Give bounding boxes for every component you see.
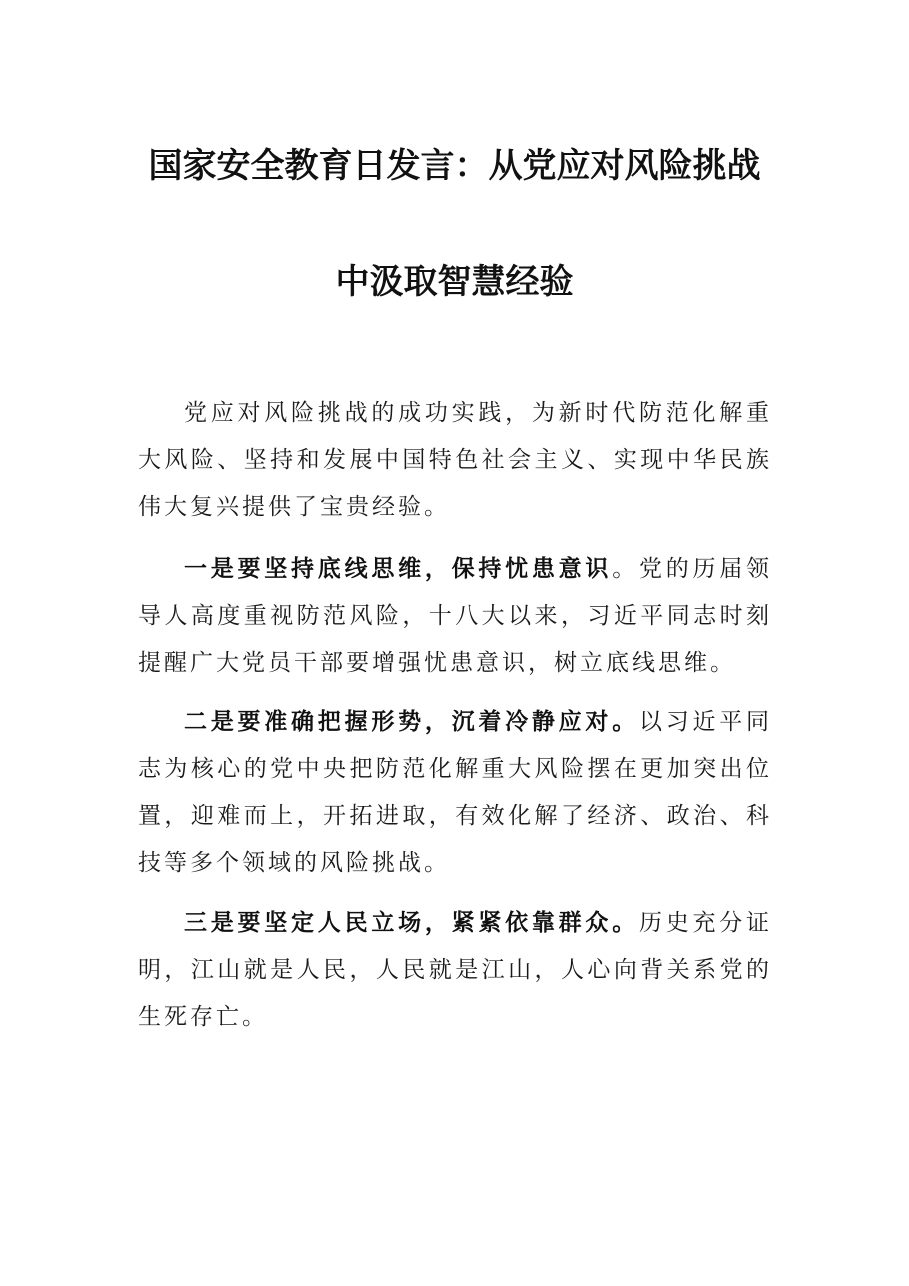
paragraph-point-2 [138, 698, 772, 887]
paragraph-intro [138, 390, 772, 531]
document-title-line-2: 中汲取智慧经验 [335, 262, 574, 302]
paragraph-point-1 [138, 545, 772, 687]
paragraph-point-3 [138, 899, 772, 1041]
paragraph-text: 。党的历届领导人高度重视防范风险，十八大以来，习近平同志时刻提醒广大党员干部要增强忧患意识，树立底线思维。 [138, 556, 773, 676]
paragraph-lead: 二是要准确把握形势，沉着冷静应对。 [184, 708, 639, 735]
paragraph-text: 党应对风险挑战的成功实践，为新时代防范化解重大风险、坚持和发展中国特色社会主义、实现中华民族伟大复兴提供了宝贵经验。 [138, 400, 772, 520]
paragraph-text: 以习近平同志为核心的党中央把防范化解重大风险摆在更加突出位置，迎难而上，开拓进取，有效化解了经济、政治、科技等多个领域的风险挑战。 [138, 709, 773, 876]
document-title-line-1: 国家安全教育日发言：从党应对风险挑战 [148, 146, 761, 186]
paragraph-lead: 一是要坚持底线思维，保持忧患意识 [184, 555, 613, 582]
paragraph-text: 历史充分证明，江山就是人民，人民就是江山，人心向背关系党的生死存亡。 [138, 910, 773, 1030]
paragraph-lead: 三是要坚定人民立场，紧紧依靠群众。 [184, 909, 639, 936]
